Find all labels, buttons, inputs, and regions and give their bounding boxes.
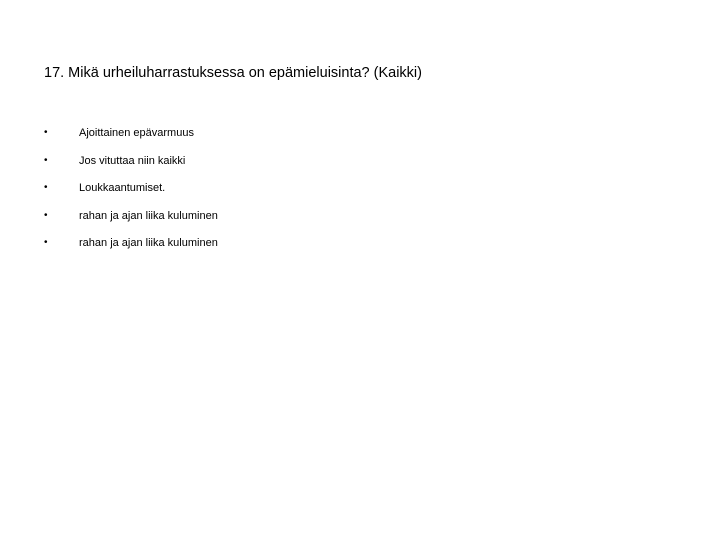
- bullet-icon: •: [44, 182, 48, 193]
- answer-text: rahan ja ajan liika kuluminen: [79, 209, 218, 222]
- answer-text: Jos vituttaa niin kaikki: [79, 154, 186, 167]
- question-title: 17. Mikä urheiluharrastuksessa on epämieluisinta? (Kaikki): [44, 65, 422, 81]
- bullet-icon: •: [44, 154, 48, 166]
- answer-text: Loukkaantumiset.: [79, 182, 166, 194]
- bullet-icon: •: [44, 127, 48, 138]
- bullet-icon: •: [44, 209, 48, 221]
- answer-text: rahan ja ajan liika kuluminen: [79, 237, 218, 249]
- answer-text: Ajoittainen epävarmuus: [79, 127, 194, 139]
- bullet-icon: •: [44, 237, 48, 248]
